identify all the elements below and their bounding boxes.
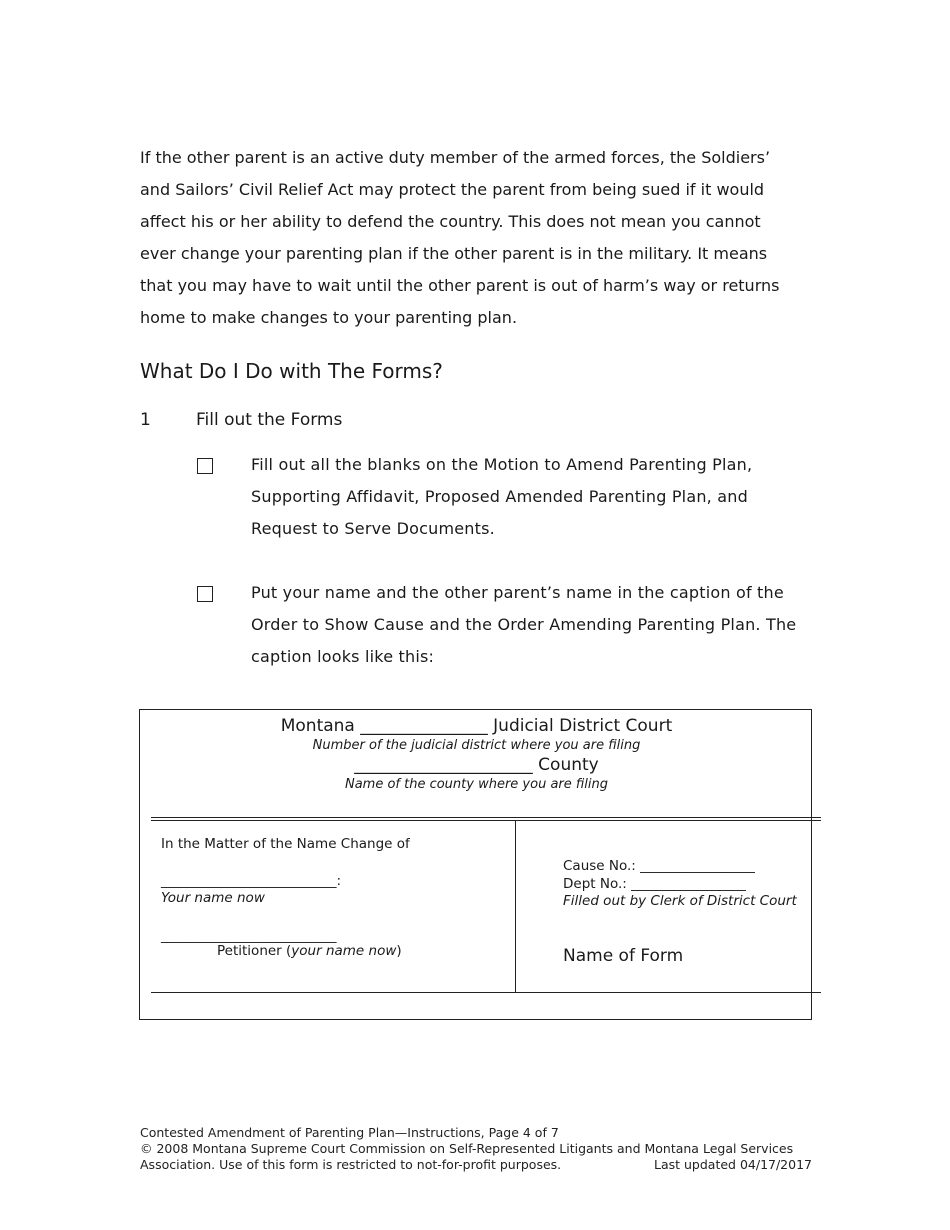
matter-label: In the Matter of the Name Change of	[161, 836, 410, 852]
county-line: _____________________ County	[354, 755, 599, 775]
page-footer	[140, 1125, 812, 1173]
step-title: Fill out the Forms	[196, 410, 343, 430]
clerk-hint: Filled out by Clerk of District Court	[563, 893, 797, 909]
county-hint: Name of the county where you are filing	[344, 777, 609, 792]
name-blank: __________________________:	[161, 873, 342, 889]
caption-divider-bottom	[151, 992, 821, 993]
petitioner-blank: __________________________	[161, 928, 337, 944]
footer-title: Contested Amendment of Parenting Plan—Instructions, Page 4 of 7	[140, 1125, 559, 1140]
intro-paragraph: If the other parent is an active duty member of the armed forces, the Soldiers’ and Sailors’ Civil Relief Act may protect the parent from being sued if it would affect his or her ability to defend the country. This does not mean you cannot ever change your parenting plan if the other parent is in the military. It means that you may have to wait until the other parent is out of harm’s way or returns home to make changes to your parenting plan.	[140, 148, 780, 327]
checkbox-caption-names[interactable]	[197, 586, 213, 602]
caption-divider-top-2	[151, 820, 821, 821]
section-heading: What Do I Do with The Forms?	[140, 359, 443, 383]
caption-divider-vertical	[515, 820, 516, 992]
court-line: Montana _______________ Judicial District Court	[280, 716, 673, 736]
court-hint: Number of the judicial district where you are filing	[312, 738, 641, 753]
name-hint: Your name now	[161, 890, 265, 906]
form-name: Name of Form	[563, 946, 684, 966]
caption-divider-top-1	[151, 817, 821, 818]
dept-number: Dept No.: _________________	[563, 876, 746, 892]
step-number: 1	[140, 410, 151, 430]
checkbox-fill-blanks[interactable]	[197, 458, 213, 474]
petitioner-label: Petitioner (your name now)	[217, 943, 402, 959]
cause-number: Cause No.: _________________	[563, 858, 755, 874]
footer-copyright: © 2008 Montana Supreme Court Commission on Self-Represented Litigants and Montana Legal Services	[140, 1141, 794, 1156]
footer-updated: Last updated 04/17/2017	[653, 1157, 812, 1172]
checklist-item-fill-blanks: Fill out all the blanks on the Motion to Amend Parenting Plan, Supporting Affidavit, Proposed Amended Parenting Plan, and Request to Serve Documents.	[251, 455, 753, 538]
caption-example	[139, 709, 812, 1020]
footer-usage: Association. Use of this form is restricted to not-for-profit purposes.	[140, 1157, 562, 1172]
checklist-item-caption-names: Put your name and the other parent’s name in the caption of the Order to Show Cause and the Order Amending Parenting Plan. The caption looks like this:	[251, 583, 797, 666]
